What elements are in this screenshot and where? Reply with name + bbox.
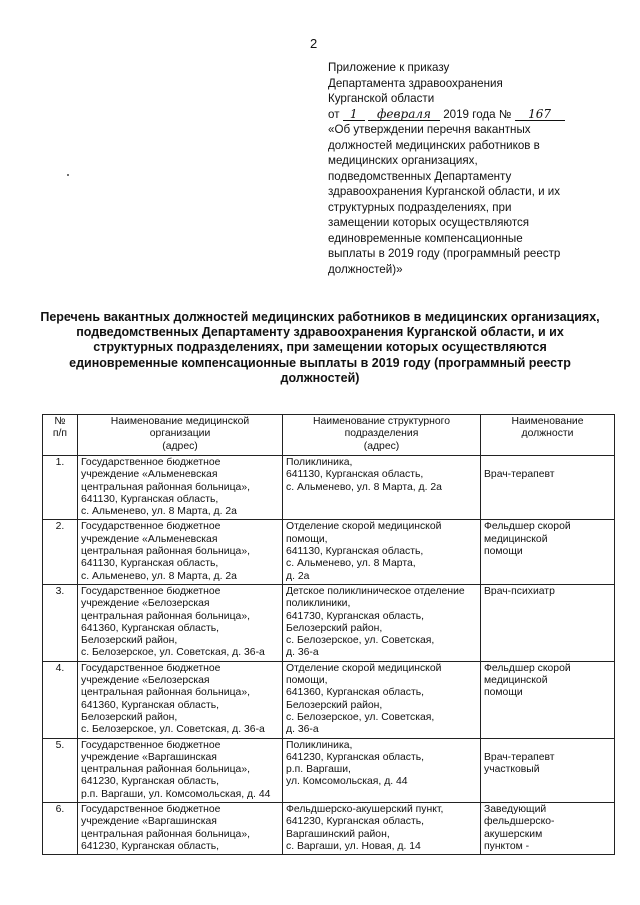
organization-cell: Государственное бюджетное учреждение «Белозерская центральная районная больница», 641360, Курганская область, Белозерский район, с. Белозерское, ул. Советская, д. 36-а	[78, 584, 283, 661]
date-prefix: от	[328, 107, 340, 121]
table-header-row	[43, 415, 615, 456]
position-cell: Фельдшер скорой медицинской помощи	[481, 520, 615, 584]
department-cell: Поликлиника, 641130, Курганская область, с. Альменево, ул. 8 Марта, д. 2а	[283, 456, 481, 520]
appendix-line-1: Приложение к приказу	[328, 61, 450, 74]
table-row	[43, 584, 615, 661]
position-cell: Фельдшер скорой медицинской помощи	[481, 661, 615, 738]
position-cell: Заведующий фельдшерско- акушерским пунктом -	[481, 803, 615, 855]
organization-cell: Государственное бюджетное учреждение «Варгашинская центральная районная больница», 641230, Курганская область, р.п. Варгаши, ул. Комсомольская, д. 44	[78, 738, 283, 802]
header-number: № п/п	[43, 415, 78, 456]
row-number: 4.	[43, 661, 78, 738]
table-row	[43, 520, 615, 584]
page-number: 2	[310, 36, 318, 51]
organization-cell: Государственное бюджетное учреждение «Белозерская центральная районная больница», 641360, Курганская область, Белозерский район, с. Белозерское, ул. Советская, д. 36-а	[78, 661, 283, 738]
document-title: Перечень вакантных должностей медицинских работников в медицинских организациях, подведомственных Департаменту здравоохранения Курганской области, и их структурных подразделениях, при замещении которых осуществляются единовременные компенсационные выплаты в 2019 году (программный реестр должностей)	[40, 310, 600, 385]
organization-cell: Государственное бюджетное учреждение «Альменевская центральная районная больница», 641130, Курганская область, с. Альменево, ул. 8 Марта, д. 2а	[78, 520, 283, 584]
vacancy-registry-table	[42, 414, 615, 855]
department-cell: Фельдшерско-акушерский пункт, 641230, Курганская область, Варгашинский район, с. Варгаши, ул. Новая, д. 14	[283, 803, 481, 855]
appendix-line-3: Курганской области	[328, 92, 435, 105]
handwritten-day: 1	[343, 108, 365, 121]
organization-cell: Государственное бюджетное учреждение «Варгашинская центральная районная больница», 641230, Курганская область,	[78, 803, 283, 855]
department-cell: Поликлиника, 641230, Курганская область, р.п. Варгаши, ул. Комсомольская, д. 44	[283, 738, 481, 802]
order-subject: «Об утверждении перечня вакантных должностей медицинских работников в медицинских организациях, подведомственных Департаменту здравоохранения Курганской области, и их структурных подразделениях, при замещении которых осуществляются единовременные компенсационные выплаты в 2019 году (программный реестр должностей)»	[328, 123, 561, 276]
row-number: 1.	[43, 456, 78, 520]
table-row	[43, 803, 615, 855]
row-number: 3.	[43, 584, 78, 661]
header-organization: Наименование медицинской организации (адрес)	[78, 415, 283, 456]
header-position: Наименование должности	[481, 415, 615, 456]
table-row	[43, 738, 615, 802]
appendix-line-2: Департамента здравоохранения	[328, 76, 503, 90]
table-row	[43, 661, 615, 738]
handwritten-order-number: 167	[515, 108, 565, 121]
position-cell: Врач-психиатр	[481, 584, 615, 661]
table-row	[43, 456, 615, 520]
organization-cell: Государственное бюджетное учреждение «Альменевская центральная районная больница», 641130, Курганская область, с. Альменево, ул. 8 Марта, д. 2а	[78, 456, 283, 520]
handwritten-month: февраля	[368, 108, 440, 121]
department-cell: Отделение скорой медицинской помощи, 641130, Курганская область, с. Альменево, ул. 8 Марта, д. 2а	[283, 520, 481, 584]
position-cell: Врач-терапевт	[481, 456, 615, 520]
row-number: 5.	[43, 738, 78, 802]
department-cell: Отделение скорой медицинской помощи, 641360, Курганская область, Белозерский район, с. Белозерское, ул. Советская, д. 36-а	[283, 661, 481, 738]
scan-speck	[67, 174, 69, 176]
department-cell: Детское поликлиническое отделение поликлиники, 641730, Курганская область, Белозерский район, с. Белозерское, ул. Советская, д. 36-а	[283, 584, 481, 661]
order-date-line	[328, 107, 610, 123]
header-department: Наименование структурного подразделения (адрес)	[283, 415, 481, 456]
appendix-header	[328, 60, 610, 277]
position-cell: Врач-терапевт участковый	[481, 738, 615, 802]
row-number: 6.	[43, 803, 78, 855]
date-year-text: 2019 года №	[443, 107, 512, 121]
row-number: 2.	[43, 520, 78, 584]
